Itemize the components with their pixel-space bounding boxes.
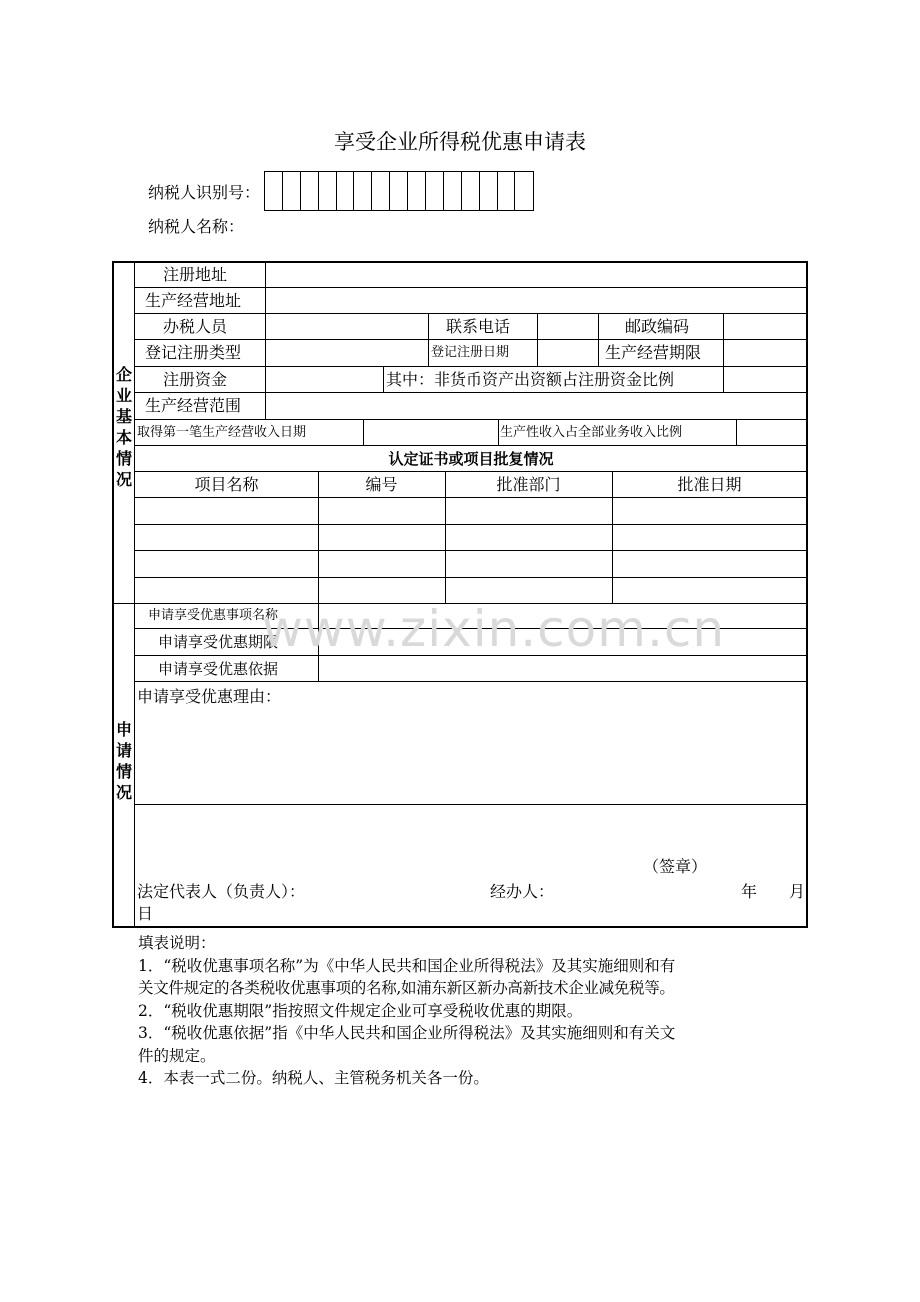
taxpayer-id-boxes[interactable] <box>264 171 534 211</box>
col-approval-date: 批准日期 <box>677 475 742 494</box>
apply-period-label: 申请享受优惠期限 <box>158 633 279 651</box>
apply-item-name-label: 申请享受优惠事项名称 <box>148 608 279 623</box>
non-cash-ratio-label: 其中：非货币资产出资额占注册资金比例 <box>386 370 675 389</box>
prod-income-ratio-label: 生产性收入占全部业务收入比例 <box>500 425 683 440</box>
note-1a: 1．“税收优惠事项名称”为《中华人民共和国企业所得税法》及其实施细则和有 <box>138 956 676 975</box>
taxpayer-id-label: 纳税人识别号： <box>148 182 261 202</box>
reg-type-label: 登记注册类型 <box>145 343 242 362</box>
taxpayer-name-label: 纳税人名称： <box>148 217 245 236</box>
first-income-date-label: 取得第一笔生产经营收入日期 <box>137 425 307 440</box>
col-number: 编号 <box>365 475 398 494</box>
watermark: www.zixin.com.cn <box>262 600 726 658</box>
reg-address-label: 注册地址 <box>163 265 228 284</box>
prod-period-label: 生产经营期限 <box>605 343 702 362</box>
notes-heading: 填表说明： <box>138 934 216 952</box>
handler-label: 经办人： <box>490 882 555 901</box>
col-project-name: 项目名称 <box>194 475 259 494</box>
seal-label: （签章） <box>643 857 708 876</box>
section-basic-info-label: 企业基本情况 <box>116 365 133 489</box>
section-application-label: 申请情况 <box>116 720 133 802</box>
month-label: 月 <box>789 882 806 901</box>
postal-code-label: 邮政编码 <box>625 317 690 336</box>
reg-date-label: 登记注册日期 <box>431 345 510 360</box>
apply-basis-label: 申请享受优惠依据 <box>158 660 279 678</box>
note-3a: 3．“税收优惠依据”指《中华人民共和国企业所得税法》及其实施细则和有关文 <box>138 1024 676 1042</box>
form-title: 享受企业所得税优惠申请表 <box>334 130 586 154</box>
tax-officer-label: 办税人员 <box>163 317 228 336</box>
day-label: 日 <box>137 904 154 923</box>
cert-section-heading: 认定证书或项目批复情况 <box>388 450 554 468</box>
note-1b: 关文件规定的各类税收优惠事项的名称,如浦东新区新办高新技术企业减免税等。 <box>138 979 675 997</box>
reg-capital-label: 注册资金 <box>163 370 228 389</box>
prod-scope-label: 生产经营范围 <box>145 396 242 415</box>
year-label: 年 <box>741 882 758 901</box>
form-notes <box>138 932 798 1090</box>
apply-reason-label: 申请享受优惠理由： <box>137 687 282 706</box>
taxpayer-id-row <box>148 172 534 210</box>
note-2: 2．“税收优惠期限”指按照文件规定企业可享受税收优惠的期限。 <box>138 1001 583 1020</box>
contact-phone-label: 联系电话 <box>446 317 511 336</box>
legal-rep-label: 法定代表人（负责人）： <box>137 882 306 901</box>
note-4: 4．本表一式二份。纳税人、主管税务机关各一份。 <box>138 1069 489 1087</box>
note-3b: 件的规定。 <box>138 1046 216 1065</box>
col-approval-dept: 批准部门 <box>496 475 561 494</box>
prod-address-label: 生产经营地址 <box>145 291 242 310</box>
